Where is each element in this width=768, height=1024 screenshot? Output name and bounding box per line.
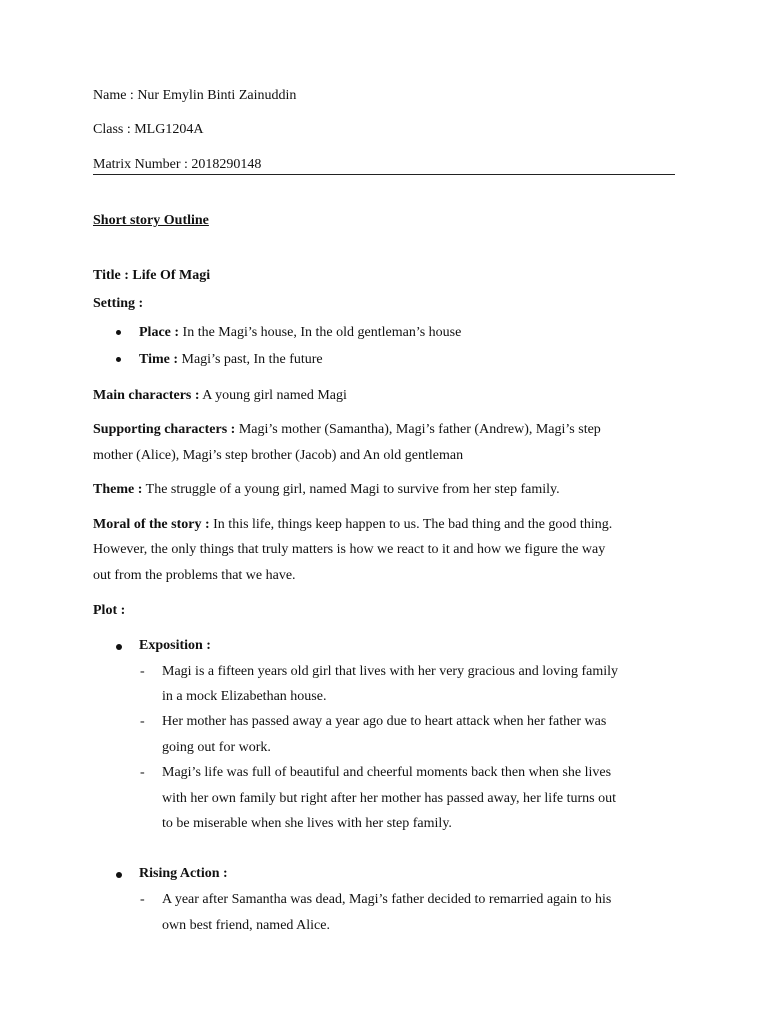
theme [93,481,560,499]
bullet-icon [116,330,121,335]
title-line [93,267,210,285]
moral-line3: out from the problems that we have. [93,568,296,583]
moral-label: Moral of the story : [93,517,210,532]
supporting-characters-label: Supporting characters : [93,422,236,437]
supporting-characters-value: Magi’s mother (Samantha), Magi’s father (Andrew), Magi’s step [235,422,601,437]
moral [93,516,612,534]
dash-marker: - [140,892,145,907]
exposition-item2-line1: Her mother has passed away a year ago due to heart attack when her father was [162,714,607,729]
rising-action-item1-line2: own best friend, named Alice. [162,918,330,933]
bullet-icon [116,357,121,362]
setting-label: Setting : [93,296,144,311]
bullet-icon [116,644,122,650]
rising-action-label: Rising Action : [139,866,228,881]
header-divider [93,174,675,175]
supporting-characters-cont: mother (Alice), Magi’s step brother (Jacob) and An old gentleman [93,448,464,463]
place-value: In the Magi’s house, In the old gentleman’s house [179,325,462,340]
student-class: Class : MLG1204A [93,122,204,137]
setting-place [139,324,461,342]
exposition-item1-line1: Magi is a fifteen years old girl that lives with her very gracious and loving family [162,664,619,679]
title-value: Life Of Magi [128,268,211,283]
section-heading: Short story Outline [93,213,209,228]
exposition-item2-line2: going out for work. [162,740,271,755]
main-characters [93,387,347,405]
dash-marker: - [140,714,145,729]
matrix-number: Matrix Number : 2018290148 [93,157,262,172]
moral-line2: However, the only things that truly matters is how we react to it and how we figure the way [93,542,606,557]
dash-marker: - [140,765,145,780]
dash-marker: - [140,664,145,679]
rising-action-item1-line1: A year after Samantha was dead, Magi’s father decided to remarried again to his [162,892,612,907]
theme-label: Theme : [93,482,143,497]
setting-time [139,351,323,369]
place-label: Place : [139,325,180,340]
supporting-characters [93,421,601,439]
exposition-label: Exposition : [139,638,211,653]
main-characters-value: A young girl named Magi [199,388,347,403]
exposition-item3-line1: Magi’s life was full of beautiful and cheerful moments back then when she lives [162,765,612,780]
time-label: Time : [139,352,179,367]
main-characters-label: Main characters : [93,388,200,403]
theme-value: The struggle of a young girl, named Magi to survive from her step family. [142,482,560,497]
moral-line1: In this life, things keep happen to us. The bad thing and the good thing. [209,517,613,532]
student-name: Name : Nur Emylin Binti Zainuddin [93,88,297,103]
title-label: Title : [93,268,129,283]
time-value: Magi’s past, In the future [178,352,323,367]
exposition-item3-line2: with her own family but right after her mother has passed away, her life turns out [162,791,616,806]
bullet-icon [116,872,122,878]
plot-label: Plot : [93,603,126,618]
exposition-item3-line3: to be miserable when she lives with her step family. [162,816,452,831]
exposition-item1-line2: in a mock Elizabethan house. [162,689,327,704]
